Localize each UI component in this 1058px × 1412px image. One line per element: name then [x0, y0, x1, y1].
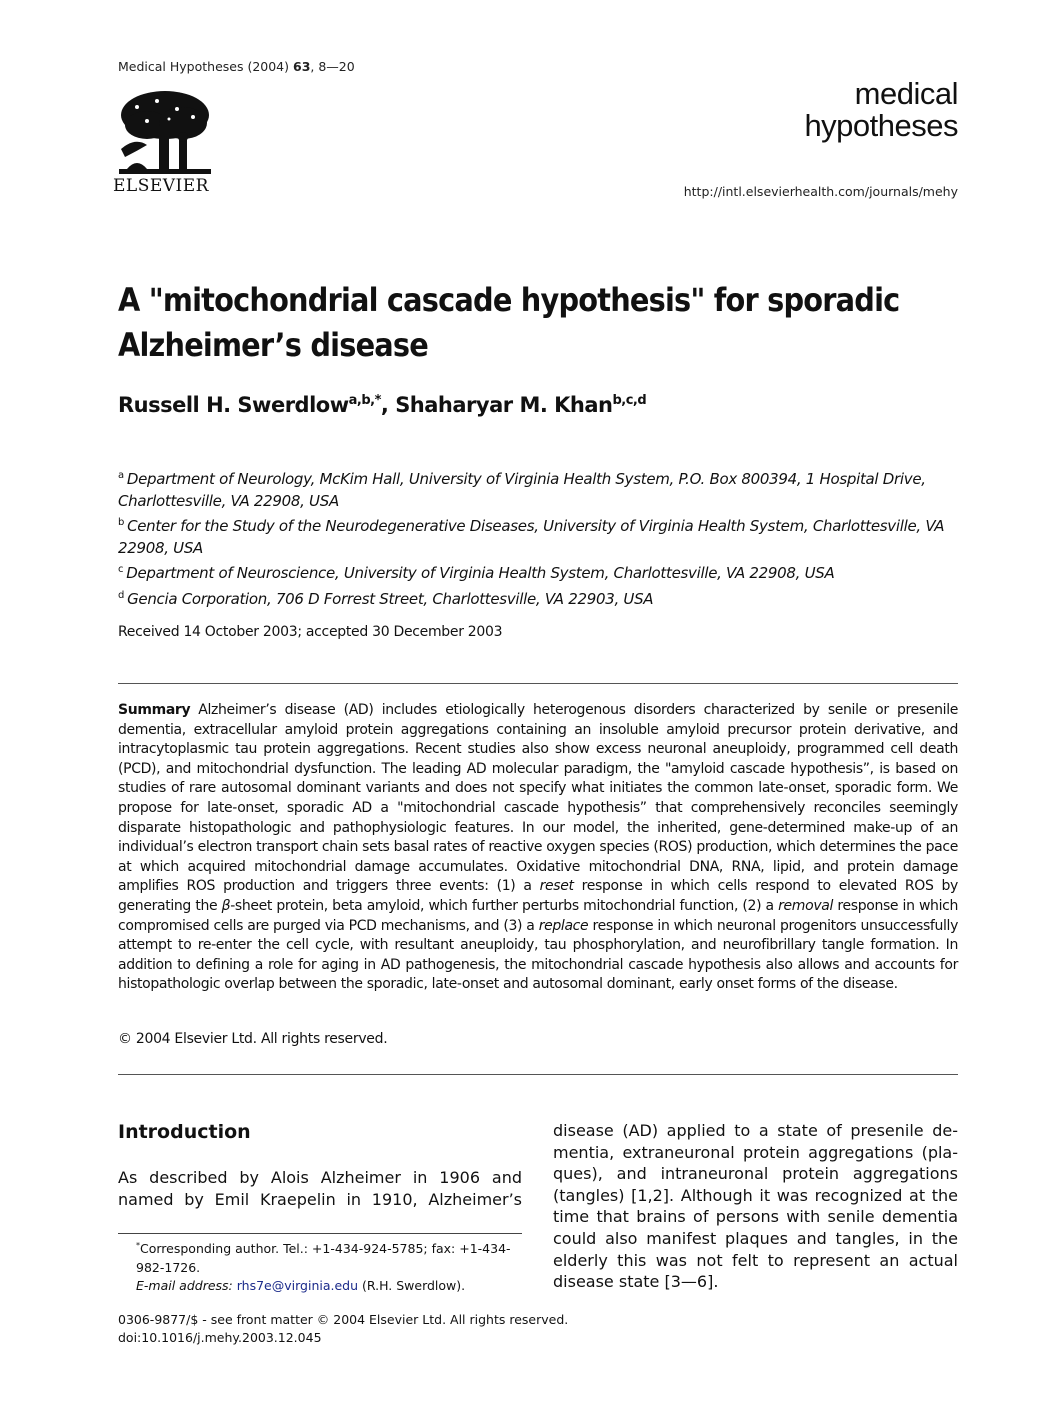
doi-line[interactable]: doi:10.1016/j.mehy.2003.12.045 [118, 1330, 322, 1345]
received-dates: Received 14 October 2003; accepted 30 December 2003 [118, 624, 503, 640]
affiliation-item [118, 512, 978, 559]
front-matter-info [118, 1311, 568, 1347]
body-column-right: disease (AD) applied to a state of presenile de-mentia, extraneuronal protein aggregations (pla-ques), and intraneuronal protein aggregations (tangles) [1,2]. Although it was recognized at the time that brains of persons with senile dementia could also manifest plaques and tangles, in the elderly this was not felt to represent an actual disease state [3—6]. [553, 1121, 958, 1292]
divider-top [118, 683, 958, 684]
publisher-logo-text: ELSEVIER [113, 176, 209, 196]
affiliation-text: Gencia Corporation, 706 D Forrest Street, Charlottesville, VA 22903, USA [127, 589, 654, 608]
affiliations [118, 465, 978, 610]
issn-line: 0306-9877/$ - see front matter © 2004 Elsevier Ltd. All rights reserved. [118, 1312, 569, 1327]
affiliation-mark: b [118, 517, 125, 528]
citation-volume: 63 [293, 59, 311, 74]
author-name: Russell H. Swerdlow [118, 393, 349, 417]
corresponding-author-note [118, 1237, 522, 1277]
divider-bottom [118, 1074, 958, 1075]
affiliation-item [118, 585, 978, 611]
affiliation-mark: c [118, 564, 124, 575]
footnote-divider [118, 1233, 522, 1234]
footnote-mark: * [136, 1241, 140, 1250]
summary-emphasis: reset [539, 878, 574, 895]
journal-name [804, 78, 958, 142]
email-link[interactable]: rhs7e@virginia.edu [236, 1278, 359, 1294]
affiliation-item [118, 465, 978, 512]
journal-name-line2: hypotheses [804, 108, 958, 143]
author-separator: , [380, 393, 396, 417]
affiliation-mark: a [118, 470, 124, 481]
abstract-copyright: © 2004 Elsevier Ltd. All rights reserved. [118, 1031, 388, 1047]
footnote [118, 1237, 522, 1296]
journal-url-link[interactable]: http://intl.elsevierhealth.com/journals/mehy [683, 184, 958, 199]
summary-text: response in which compromised cells are purged via PCD mechanisms, and (3) a [118, 897, 958, 934]
summary-emphasis: removal [778, 897, 834, 914]
affiliation-mark: d [118, 589, 125, 601]
email-label: E-mail address: [136, 1278, 233, 1294]
email-owner: (R.H. Swerdlow). [358, 1278, 466, 1294]
affiliation-text: Department of Neurology, McKim Hall, University of Virginia Health System, P.O. Box 800394, 1 Hospital Drive, Charlottesville, VA 22908, USA [118, 470, 926, 510]
author-affiliation-marks: a,b,* [348, 393, 381, 408]
affiliation-item [118, 559, 978, 585]
citation-journal: Medical Hypotheses (2004) [118, 59, 290, 74]
affiliation-text: Department of Neuroscience, University of Virginia Health System, Charlottesville, VA 22908, USA [126, 564, 835, 582]
author-list [118, 393, 646, 417]
author-name: Shaharyar M. Khan [395, 393, 613, 417]
summary-text: response in which cells respond to elevated ROS by generating the [118, 878, 958, 914]
summary-text: response in which neuronal progenitors unsuccessfully attempt to re-enter the cell cycle, with resultant aneuploidy, tau phosphorylation, and neurofibrillary tangle formation. In addition to defining a role for aging in AD pathogenesis, the mitochondrial cascade hypothesis also allows and accounts for histopathologic overlap between the sporadic, late-onset and autosomal dominant, early onset forms of the disease. [118, 917, 959, 993]
journal-citation [118, 59, 355, 74]
email-line [118, 1277, 522, 1296]
citation-pages: , 8—20 [310, 59, 355, 74]
affiliation-text: Center for the Study of the Neurodegenerative Diseases, University of Virginia Health System, Charlottesville, VA 22908, USA [118, 517, 945, 557]
author-affiliation-marks: b,c,d [612, 393, 647, 408]
body-column-left: As described by Alois Alzheimer in 1906 and named by Emil Kraepelin in 1910, Alzheimer’s [118, 1168, 522, 1209]
summary-emphasis: replace [538, 917, 589, 934]
journal-name-line1: medical [854, 76, 958, 111]
summary-text: -sheet protein, beta amyloid, which further perturbs mitochondrial function, (2) a [230, 897, 779, 914]
beta-symbol: β [221, 897, 231, 914]
corresponding-author-text: Corresponding author. Tel.: +1-434-924-5785; fax: +1-434-982-1726. [136, 1241, 511, 1275]
summary-text: Alzheimer’s disease (AD) includes etiologically heterogenous disorders characterized by senile or presenile dementia, extracellular amyloid protein aggregations containing an insoluble amyloid precursor protein derivative, and intracytoplasmic tau protein aggregations. Recent studies also show excess neuronal aneuploidy, programmed cell death (PCD), and mitochondrial dysfunction. The leading AD molecular paradigm, the "amyloid cascade hypothesis”, is based on studies of rare autosomal dominant variants and does not specify what initiates the common late-onset, sporadic form. We propose for late-onset, sporadic AD a "mitochondrial cascade hypothesis” that comprehensively reconciles seemingly disparate histopathologic and pathophysiologic features. In our model, the inherited, gene-determined make-up of an individual’s electron transport chain sets basal rates of reactive oxygen species (ROS) production, which determines the pace at which acquired mitochondrial damage accumulates. Oxidative mitochondrial DNA, RNA, lipid, and protein damage amplifies ROS production and triggers three events: (1) a [118, 702, 958, 895]
abstract-summary [118, 701, 958, 995]
summary-label: Summary [118, 702, 191, 718]
section-heading-introduction: Introduction [118, 1121, 251, 1143]
article-title: A "mitochondrial cascade hypothesis" for sporadic Alzheimer’s disease [118, 281, 900, 364]
